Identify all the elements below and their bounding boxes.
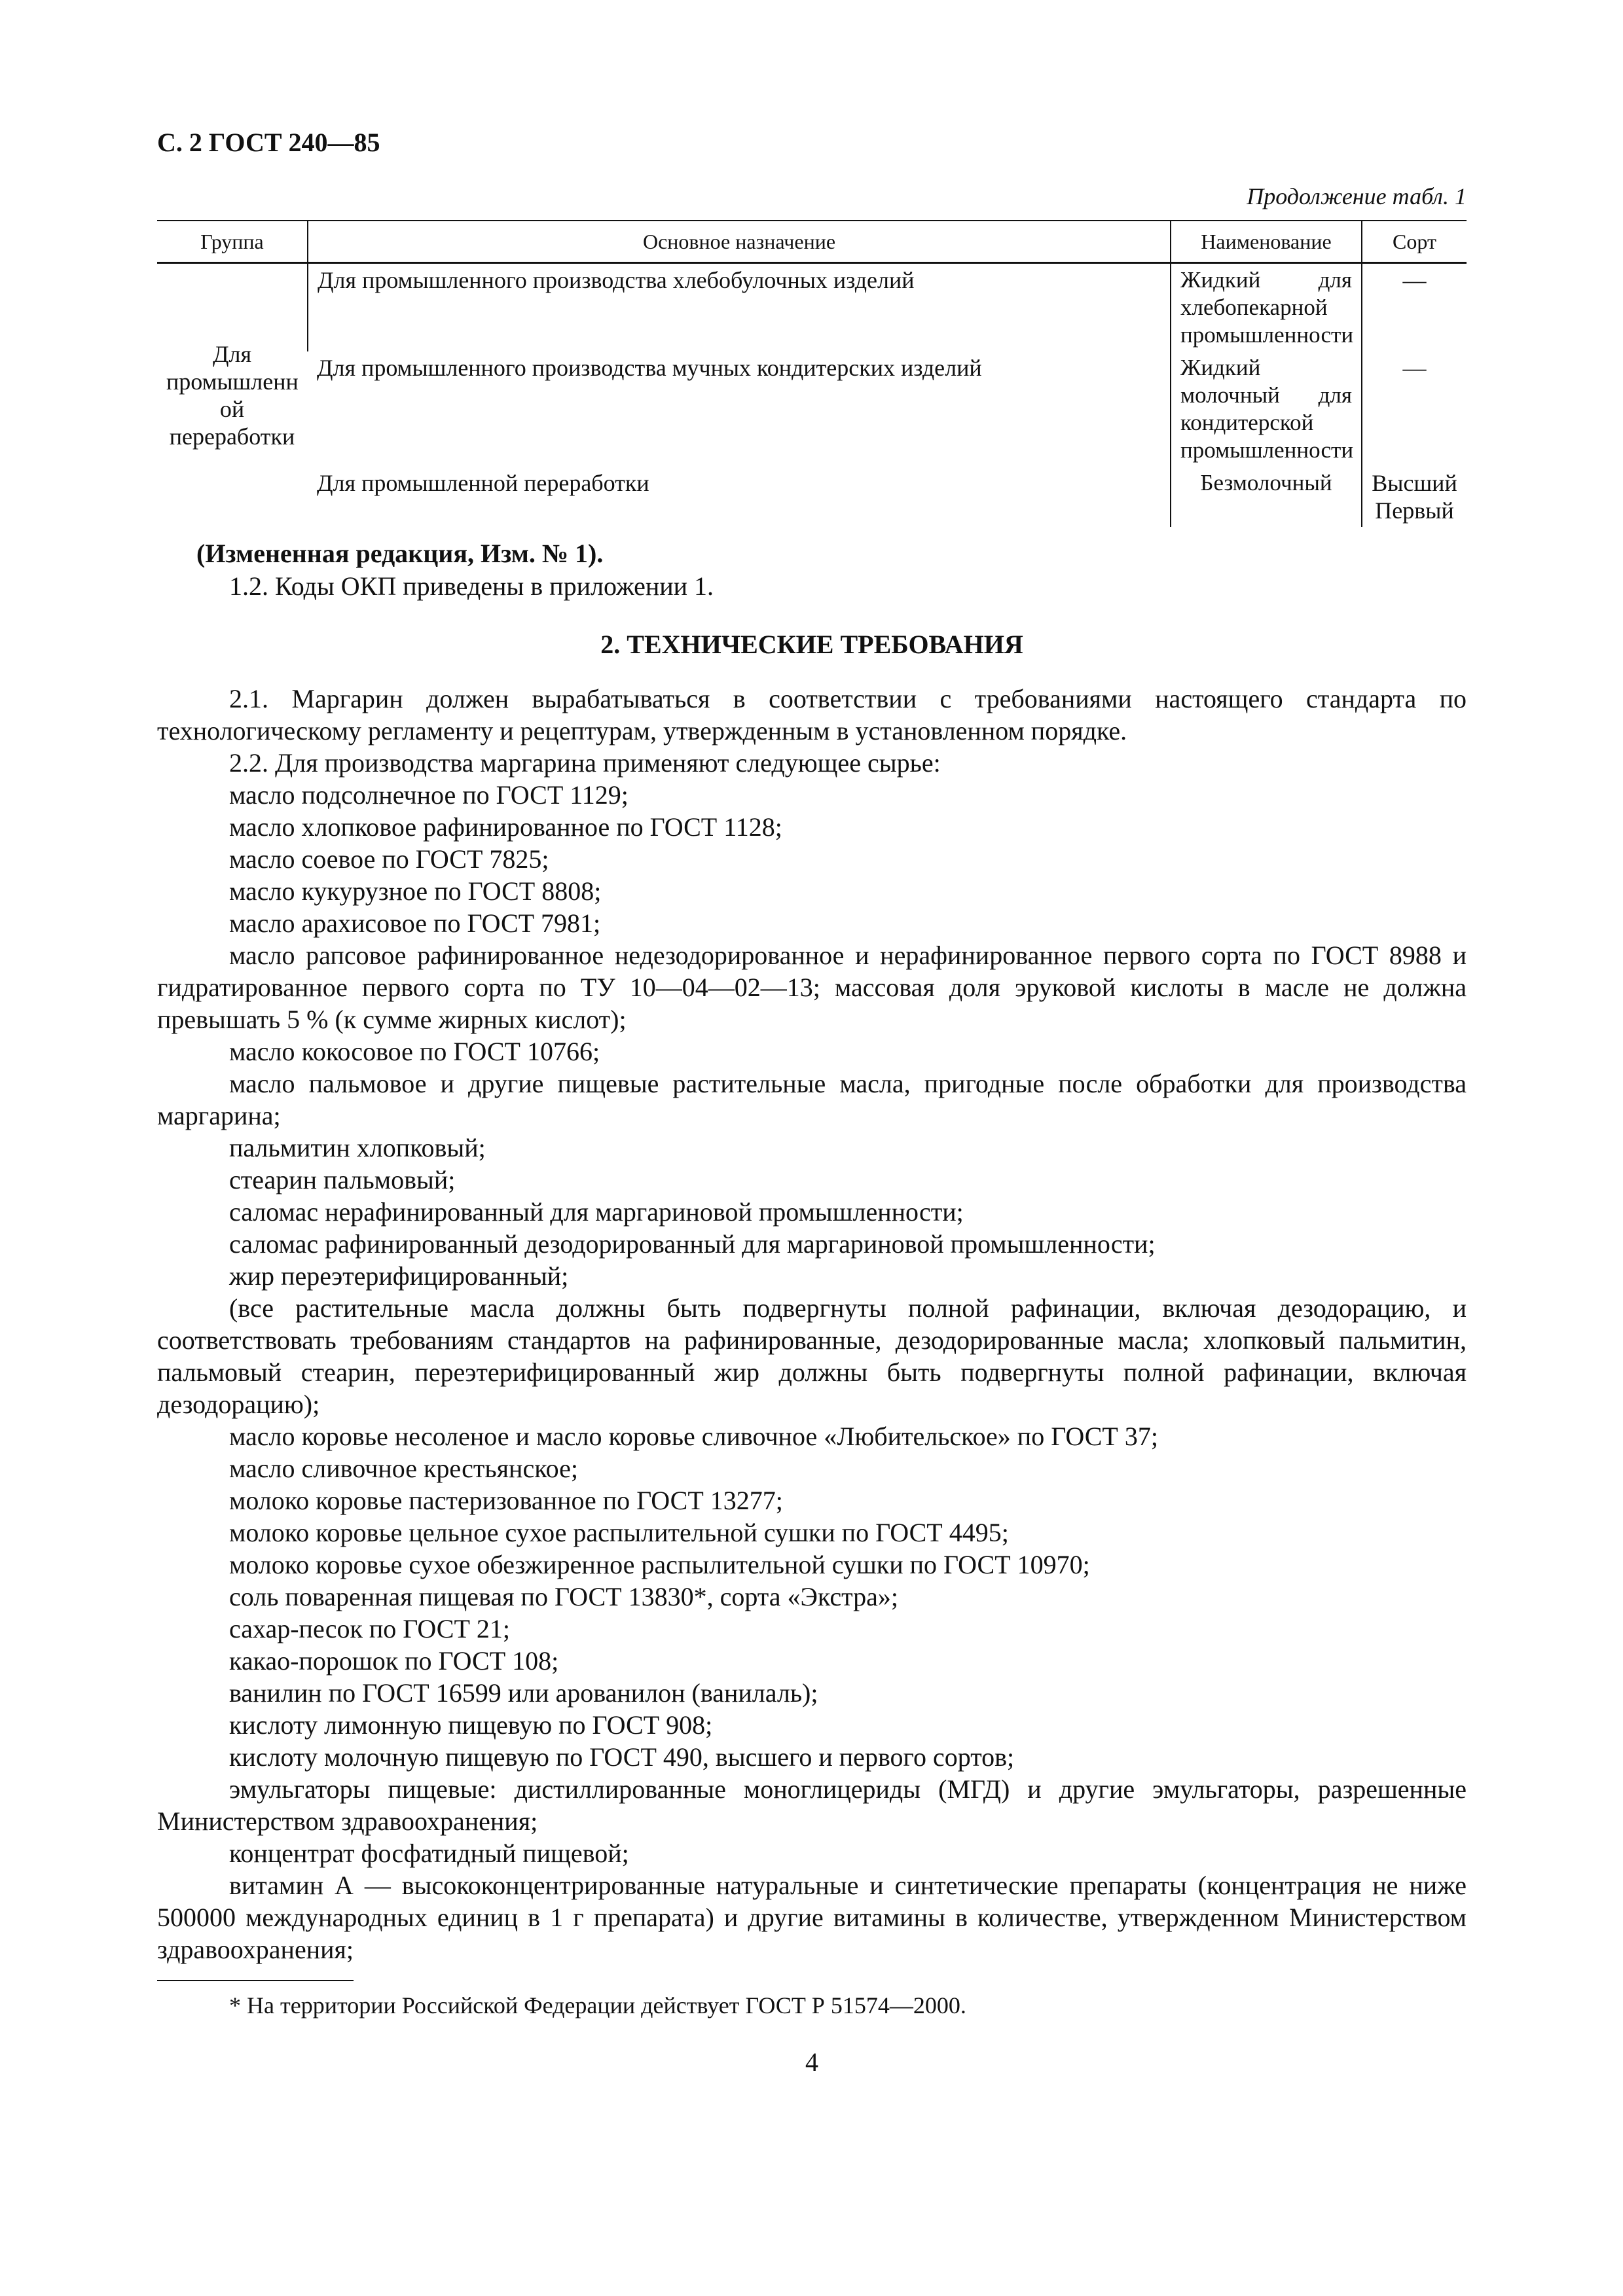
- paragraph: молоко коровье пастеризованное по ГОСТ 13277;: [229, 1486, 783, 1515]
- page-number: 4: [805, 2047, 818, 2077]
- paragraph: масло подсолнечное по ГОСТ 1129;: [229, 780, 629, 810]
- paragraph: масло хлопковое рафинированное по ГОСТ 1128;: [229, 812, 782, 842]
- name-cell: Безмолочный: [1171, 467, 1362, 527]
- table-row: [157, 467, 1467, 527]
- paragraph: саломас нерафинированный для маргариновой промышленности;: [229, 1197, 964, 1227]
- document-page: [157, 124, 1467, 2077]
- footnote-divider: [157, 1980, 354, 1981]
- paragraph: масло рапсовое рафинированное недезодорированное и нерафинированное первого сорта по ГОСТ 8988 и гидратированное первого сорта по ТУ 10—04—02—13; массовая доля эруковой кислоты в масле не должна превышать 5 % (к сумме жирных кислот);: [157, 941, 1467, 1034]
- paragraph: (все растительные масла должны быть подвергнуты полной рафинации, включая дезодорацию, и соответствовать требованиям стандартов на рафинированные, дезодорированные масла; хлопковый пальмитин, пальмовый стеарин, переэтерифицированный жир должны быть подвергнуты полной рафинации, включая дезодорацию);: [157, 1293, 1467, 1419]
- okp-note: 1.2. Коды ОКП приведены в приложении 1.: [229, 571, 714, 601]
- paragraph: ванилин по ГОСТ 16599 или арованилон (ванилаль);: [229, 1678, 818, 1708]
- table-row: [157, 263, 1467, 352]
- table-notes: [157, 537, 1467, 603]
- table-header-row: [157, 221, 1467, 263]
- grade-value: Первый: [1375, 497, 1454, 524]
- column-header-purpose: Основное назначение: [308, 221, 1171, 263]
- paragraph: 2.2. Для производства маргарина применяют следующее сырье:: [229, 748, 941, 778]
- paragraph: масло соевое по ГОСТ 7825;: [229, 844, 549, 874]
- paragraph: соль поваренная пищевая по ГОСТ 13830*, сорта «Экстра»;: [229, 1582, 898, 1611]
- purpose-cell: Для промышленного производства мучных кондитерских изделий: [317, 355, 982, 381]
- column-header-name: Наименование: [1171, 221, 1362, 263]
- paragraph: пальмитин хлопковый;: [229, 1133, 486, 1162]
- page-header: С. 2 ГОСТ 240—85: [157, 128, 380, 157]
- table-row: [157, 351, 1467, 467]
- group-cell: [157, 263, 308, 528]
- paragraph: эмульгаторы пищевые: дистиллированные моноглицериды (МГД) и другие эмульгаторы, разрешенные Министерством здравоохранения;: [157, 1774, 1467, 1836]
- paragraph: саломас рафинированный дезодорированный для маргариновой промышленности;: [229, 1229, 1156, 1259]
- section-body: [157, 683, 1467, 1965]
- paragraph: 2.1. Маргарин должен вырабатываться в соответствии с требованиями настоящего стандарта по технологическому регламенту и рецептурам, утвержденным в установленном порядке.: [157, 684, 1467, 745]
- paragraph: жир переэтерифицированный;: [229, 1261, 569, 1291]
- group-label: Для промышленн ой переработки: [166, 341, 299, 450]
- paragraph: масло пальмовое и другие пищевые растительные масла, пригодные после обработки для производства маргарина;: [157, 1069, 1467, 1130]
- purpose-cell: Для промышленной переработки: [317, 470, 649, 496]
- paragraph: масло сливочное крестьянское;: [229, 1454, 578, 1483]
- column-header-group: Группа: [157, 221, 308, 263]
- grade-cell: —: [1362, 263, 1467, 352]
- edition-note: (Измененная редакция, Изм. № 1).: [196, 539, 604, 568]
- paragraph: кислоту молочную пищевую по ГОСТ 490, высшего и первого сортов;: [229, 1742, 1015, 1772]
- paragraph: масло коровье несоленое и масло коровье сливочное «Любительское» по ГОСТ 37;: [229, 1422, 1158, 1451]
- paragraph: стеарин пальмовый;: [229, 1165, 456, 1194]
- name-cell: Жидкий молочный для кондитерской промышленности: [1171, 351, 1362, 467]
- paragraph: масло кокосовое по ГОСТ 10766;: [229, 1037, 600, 1066]
- paragraph: сахар-песок по ГОСТ 21;: [229, 1614, 511, 1643]
- paragraph: масло арахисовое по ГОСТ 7981;: [229, 908, 601, 938]
- paragraph: концентрат фосфатидный пищевой;: [229, 1839, 629, 1868]
- grade-value: Высший: [1372, 470, 1457, 496]
- column-header-grade: Сорт: [1362, 221, 1467, 263]
- table-continuation-label: Продолжение табл. 1: [1247, 183, 1467, 209]
- paragraph: какао-порошок по ГОСТ 108;: [229, 1646, 559, 1676]
- paragraph: молоко коровье цельное сухое распылительной сушки по ГОСТ 4495;: [229, 1518, 1009, 1547]
- paragraph: масло кукурузное по ГОСТ 8808;: [229, 876, 602, 906]
- paragraph: молоко коровье сухое обезжиренное распылительной сушки по ГОСТ 10970;: [229, 1550, 1090, 1579]
- footnote: * На территории Российской Федерации действует ГОСТ Р 51574—2000.: [229, 1992, 966, 2018]
- purpose-cell: Для промышленного производства хлебобулочных изделий: [308, 263, 1171, 352]
- grade-cell: —: [1362, 351, 1467, 467]
- paragraph: витамин А — высококонцентрированные натуральные и синтетические препараты (концентрация не ниже 500000 международных единиц в 1 г препарата) и другие витамины в количестве, утвержденном Министерством здравоохранения;: [157, 1871, 1467, 1964]
- section-title: 2. ТЕХНИЧЕСКИЕ ТРЕБОВАНИЯ: [600, 630, 1023, 659]
- products-table: [157, 220, 1467, 527]
- name-cell: Жидкий для хлебопекарной промышленности: [1171, 263, 1362, 352]
- paragraph: кислоту лимонную пищевую по ГОСТ 908;: [229, 1710, 713, 1740]
- grade-cell: [1362, 467, 1467, 527]
